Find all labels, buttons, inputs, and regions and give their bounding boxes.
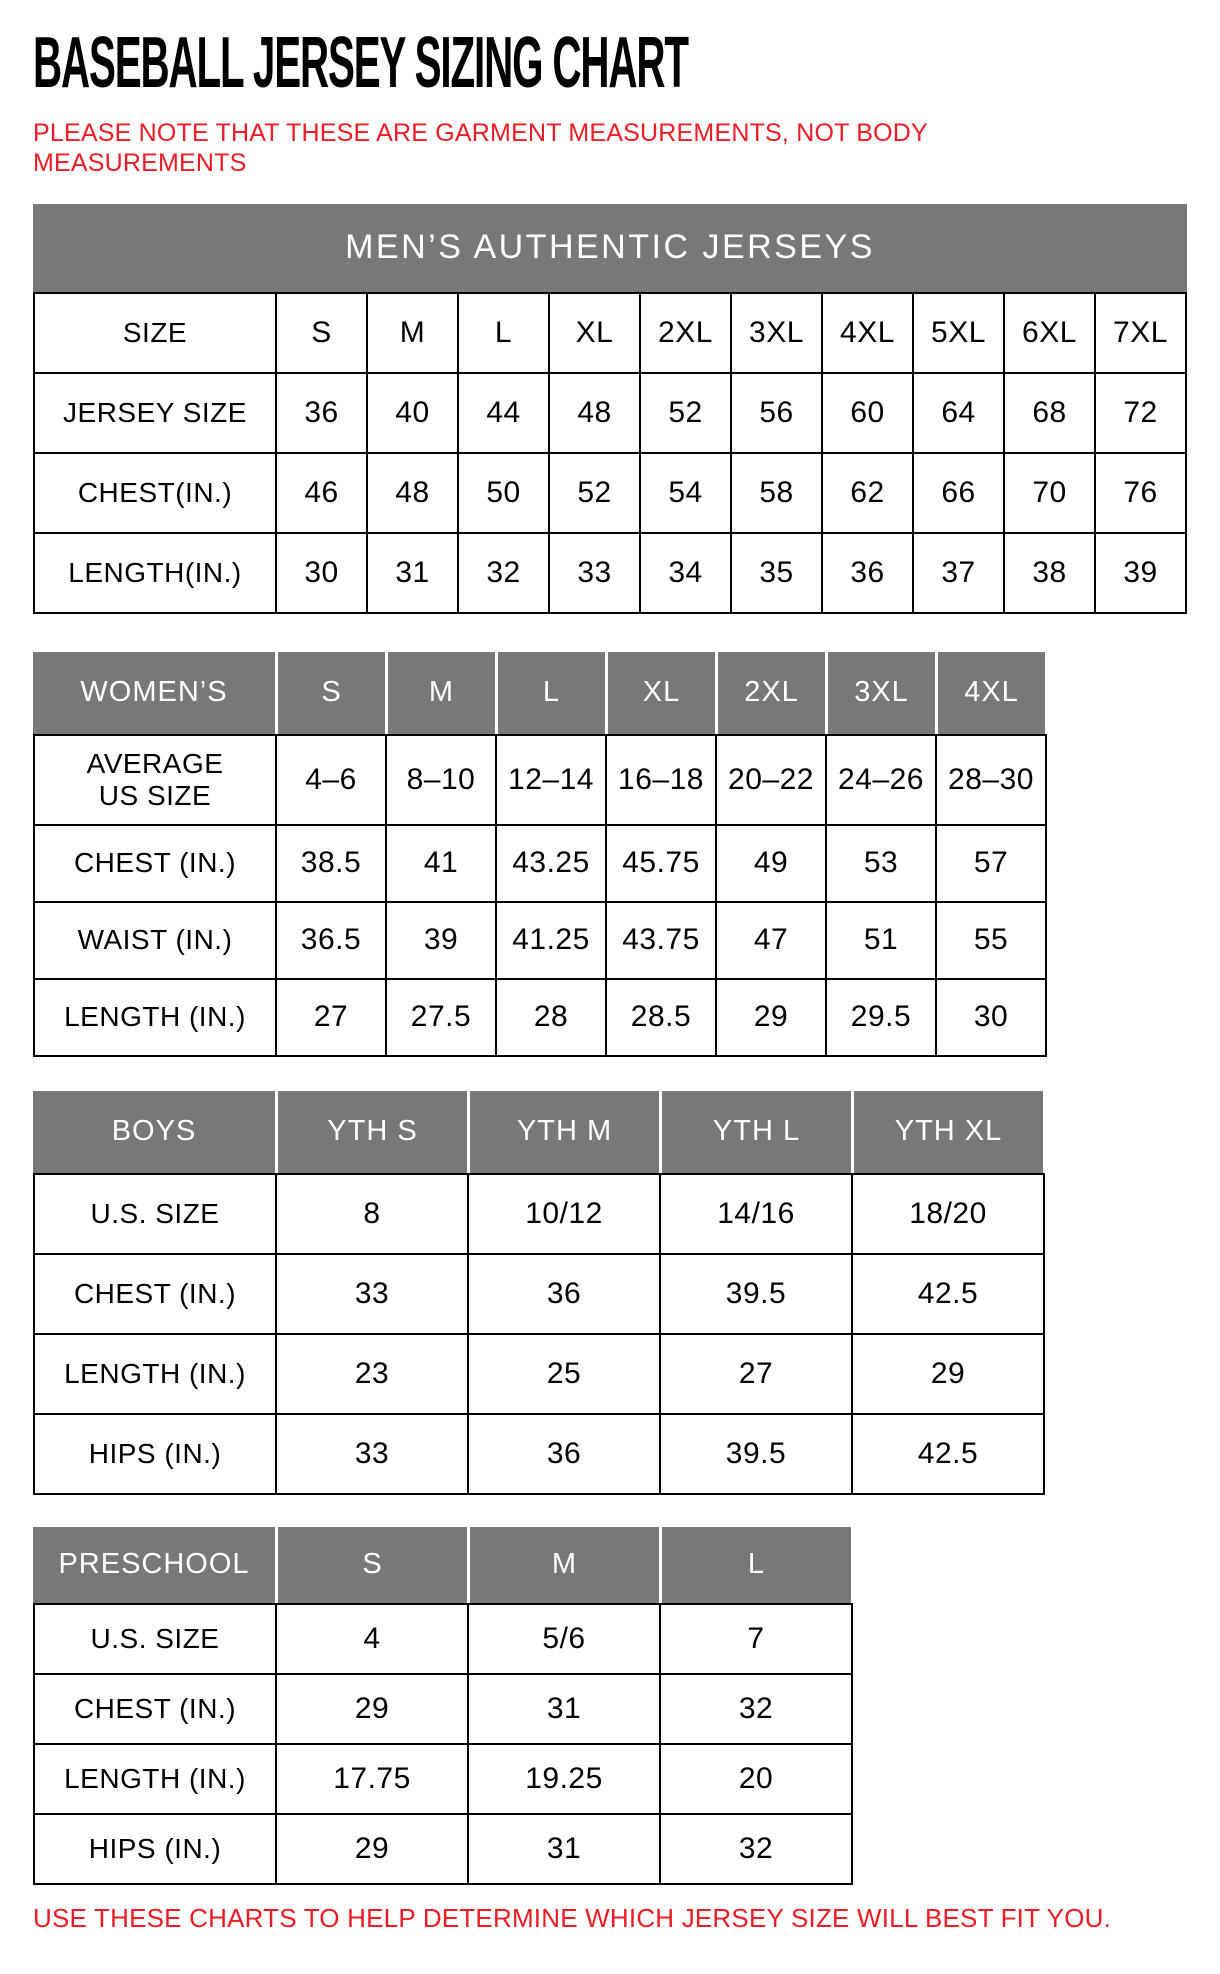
size-cell: 53 (827, 826, 937, 903)
size-cell: 35 (732, 534, 823, 614)
size-cell: 43.75 (607, 903, 717, 980)
table-header-row (33, 1527, 853, 1603)
column-header: S (275, 1527, 467, 1603)
table-row (35, 826, 1047, 903)
size-cell: 42.5 (853, 1415, 1045, 1495)
size-cell: 30 (277, 534, 368, 614)
table-row (35, 294, 1187, 374)
size-cell: 36 (469, 1255, 661, 1335)
preschool-sizing-table (33, 1527, 853, 1885)
size-cell: 27 (661, 1335, 853, 1415)
row-label: LENGTH (IN.) (35, 980, 277, 1057)
size-cell: 32 (459, 534, 550, 614)
size-cell: 42.5 (853, 1255, 1045, 1335)
size-cell: 70 (1005, 454, 1096, 534)
row-label: SIZE (35, 294, 277, 374)
size-cell: 32 (661, 1675, 853, 1745)
size-cell: 4 (277, 1605, 469, 1675)
size-cell: 64 (914, 374, 1005, 454)
size-cell: 54 (641, 454, 732, 534)
table-header-label: BOYS (33, 1091, 275, 1173)
row-label: AVERAGE US SIZE (35, 736, 277, 826)
table-body (33, 1173, 1045, 1495)
size-cell: 31 (368, 534, 459, 614)
size-cell: 14/16 (661, 1175, 853, 1255)
table-row (35, 736, 1047, 826)
size-cell: 62 (823, 454, 914, 534)
size-cell: 45.75 (607, 826, 717, 903)
size-cell: 43.25 (497, 826, 607, 903)
table-row (35, 534, 1187, 614)
size-cell: 41.25 (497, 903, 607, 980)
row-label: HIPS (IN.) (35, 1815, 277, 1885)
row-label: JERSEY SIZE (35, 374, 277, 454)
footer-note: USE THESE CHARTS TO HELP DETERMINE WHICH JERSEY SIZE WILL BEST FIT YOU. (33, 1902, 1112, 1933)
table-header-label: WOMEN’S (33, 652, 275, 734)
size-cell: 29 (277, 1815, 469, 1885)
row-label: U.S. SIZE (35, 1605, 277, 1675)
size-cell: 30 (937, 980, 1047, 1057)
size-cell: 37 (914, 534, 1005, 614)
column-header: S (275, 652, 385, 734)
size-cell: 36.5 (277, 903, 387, 980)
size-cell: 55 (937, 903, 1047, 980)
size-cell: 29 (853, 1335, 1045, 1415)
mens-authentic-jerseys-table (33, 204, 1187, 614)
size-cell: 38.5 (277, 826, 387, 903)
size-cell: 49 (717, 826, 827, 903)
size-cell: 8 (277, 1175, 469, 1255)
size-cell: 27 (277, 980, 387, 1057)
size-cell: 36 (823, 534, 914, 614)
size-cell: 2XL (641, 294, 732, 374)
row-label: LENGTH (IN.) (35, 1745, 277, 1815)
size-cell: 39 (1096, 534, 1187, 614)
size-cell: 39.5 (661, 1255, 853, 1335)
size-cell: 31 (469, 1675, 661, 1745)
size-cell: 27.5 (387, 980, 497, 1057)
garment-measurement-note: PLEASE NOTE THAT THESE ARE GARMENT MEASUREMENTS, NOT BODY MEASUREMENTS (33, 118, 928, 177)
size-cell: 47 (717, 903, 827, 980)
size-cell: 52 (641, 374, 732, 454)
row-label: WAIST (IN.) (35, 903, 277, 980)
column-header: L (659, 1527, 851, 1603)
size-cell: 32 (661, 1815, 853, 1885)
size-cell: 7 (661, 1605, 853, 1675)
size-cell: 6XL (1005, 294, 1096, 374)
column-header: YTH S (275, 1091, 467, 1173)
size-cell: L (459, 294, 550, 374)
size-cell: 38 (1005, 534, 1096, 614)
table-row (35, 1675, 853, 1745)
size-cell: 40 (368, 374, 459, 454)
page-title: BASEBALL JERSEY SIZING CHART (33, 23, 688, 103)
column-header: 3XL (825, 652, 935, 734)
size-cell: 5XL (914, 294, 1005, 374)
table-row (35, 1335, 1045, 1415)
size-cell: 28–30 (937, 736, 1047, 826)
size-cell: 72 (1096, 374, 1187, 454)
table-row (35, 1745, 853, 1815)
size-cell: 4–6 (277, 736, 387, 826)
size-cell: 41 (387, 826, 497, 903)
table-banner: MEN’S AUTHENTIC JERSEYS (33, 204, 1187, 292)
table-row (35, 1255, 1045, 1335)
column-header: M (467, 1527, 659, 1603)
size-cell: 10/12 (469, 1175, 661, 1255)
size-cell: 58 (732, 454, 823, 534)
size-cell: 68 (1005, 374, 1096, 454)
table-row (35, 374, 1187, 454)
size-cell: 17.75 (277, 1745, 469, 1815)
size-cell: 57 (937, 826, 1047, 903)
size-cell: 28 (497, 980, 607, 1057)
size-cell: 48 (368, 454, 459, 534)
row-label: CHEST(IN.) (35, 454, 277, 534)
row-label: CHEST (IN.) (35, 1675, 277, 1745)
size-cell: 52 (550, 454, 641, 534)
table-row (35, 1815, 853, 1885)
row-label: CHEST (IN.) (35, 1255, 277, 1335)
size-cell: 28.5 (607, 980, 717, 1057)
size-cell: 4XL (823, 294, 914, 374)
table-row (35, 980, 1047, 1057)
row-label: CHEST (IN.) (35, 826, 277, 903)
row-label: HIPS (IN.) (35, 1415, 277, 1495)
row-label: LENGTH(IN.) (35, 534, 277, 614)
size-cell: 24–26 (827, 736, 937, 826)
column-header: YTH M (467, 1091, 659, 1173)
size-cell: 36 (277, 374, 368, 454)
size-cell: 34 (641, 534, 732, 614)
row-label: LENGTH (IN.) (35, 1335, 277, 1415)
size-cell: 31 (469, 1815, 661, 1885)
column-header: 4XL (935, 652, 1045, 734)
table-header-label: PRESCHOOL (33, 1527, 275, 1603)
table-row (35, 1415, 1045, 1495)
size-cell: 33 (277, 1255, 469, 1335)
size-cell: 8–10 (387, 736, 497, 826)
column-header: XL (605, 652, 715, 734)
size-cell: 36 (469, 1415, 661, 1495)
boys-sizing-table (33, 1091, 1045, 1495)
size-cell: 16–18 (607, 736, 717, 826)
table-row (35, 1605, 853, 1675)
size-cell: 39 (387, 903, 497, 980)
column-header: M (385, 652, 495, 734)
column-header: 2XL (715, 652, 825, 734)
size-cell: 19.25 (469, 1745, 661, 1815)
table-header-row (33, 1091, 1045, 1173)
size-cell: 66 (914, 454, 1005, 534)
table-header-row (33, 652, 1047, 734)
size-cell: 50 (459, 454, 550, 534)
size-cell: 29.5 (827, 980, 937, 1057)
size-cell: 29 (717, 980, 827, 1057)
size-cell: 18/20 (853, 1175, 1045, 1255)
size-cell: 46 (277, 454, 368, 534)
table-body (33, 292, 1187, 614)
size-cell: M (368, 294, 459, 374)
size-cell: 51 (827, 903, 937, 980)
table-row (35, 903, 1047, 980)
size-cell: 56 (732, 374, 823, 454)
size-cell: 60 (823, 374, 914, 454)
table-body (33, 1603, 853, 1885)
size-cell: 20 (661, 1745, 853, 1815)
row-label: U.S. SIZE (35, 1175, 277, 1255)
table-row (35, 454, 1187, 534)
size-cell: 29 (277, 1675, 469, 1745)
size-cell: 76 (1096, 454, 1187, 534)
size-cell: 5/6 (469, 1605, 661, 1675)
size-cell: 48 (550, 374, 641, 454)
size-cell: 33 (277, 1415, 469, 1495)
column-header: YTH XL (851, 1091, 1043, 1173)
size-cell: 44 (459, 374, 550, 454)
size-cell: 12–14 (497, 736, 607, 826)
size-cell: 33 (550, 534, 641, 614)
size-cell: XL (550, 294, 641, 374)
table-row (35, 1175, 1045, 1255)
size-cell: 25 (469, 1335, 661, 1415)
column-header: L (495, 652, 605, 734)
womens-sizing-table (33, 652, 1047, 1057)
size-cell: 3XL (732, 294, 823, 374)
size-cell: 39.5 (661, 1415, 853, 1495)
column-header: YTH L (659, 1091, 851, 1173)
size-cell: 23 (277, 1335, 469, 1415)
size-cell: 20–22 (717, 736, 827, 826)
size-cell: S (277, 294, 368, 374)
size-cell: 7XL (1096, 294, 1187, 374)
sizing-chart-page (33, 23, 1220, 1934)
table-body (33, 734, 1047, 1057)
